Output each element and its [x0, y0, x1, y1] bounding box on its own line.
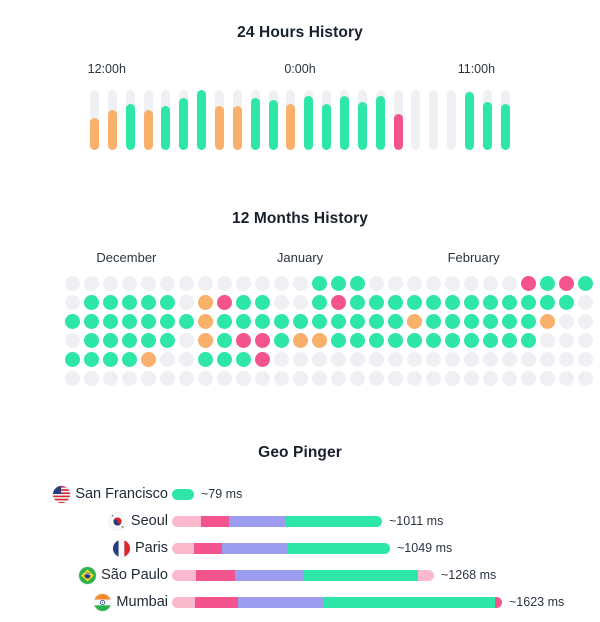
heatmap-dot[interactable] — [293, 371, 308, 386]
heatmap-dot[interactable] — [255, 333, 270, 348]
hour-bar[interactable] — [304, 90, 313, 162]
geo-row-name-cell — [0, 594, 172, 611]
heatmap-dot[interactable] — [65, 314, 80, 329]
heatmap-dot[interactable] — [103, 352, 118, 367]
24-hours-bar-chart — [90, 90, 510, 162]
hour-bar-fill — [161, 106, 170, 150]
geo-latency-segment — [194, 543, 222, 554]
geo-row-name-cell — [0, 486, 172, 503]
heatmap-dot[interactable] — [464, 295, 479, 310]
heatmap-dot[interactable] — [160, 314, 175, 329]
hour-bar-fill — [197, 90, 206, 150]
heatmap-dot[interactable] — [179, 276, 194, 291]
hour-bar[interactable] — [269, 90, 278, 162]
heatmap-dot[interactable] — [426, 276, 441, 291]
geo-latency-segment — [172, 570, 196, 581]
heatmap-dot[interactable] — [521, 276, 536, 291]
heatmap-dot[interactable] — [141, 333, 156, 348]
heatmap-dot[interactable] — [141, 371, 156, 386]
heatmap-dot[interactable] — [255, 352, 270, 367]
heatmap-dot[interactable] — [293, 314, 308, 329]
geo-row-name-cell — [0, 540, 172, 557]
heatmap-dot[interactable] — [65, 295, 80, 310]
geo-latency-value: ~1049 ms — [397, 541, 453, 555]
geo-city-label: Paris — [134, 540, 168, 556]
hours-axis-label: 12:00h — [87, 62, 126, 76]
heatmap-dot[interactable] — [217, 352, 232, 367]
geo-latency-segment — [238, 597, 324, 608]
heatmap-dot[interactable] — [122, 352, 137, 367]
heatmap-dot[interactable] — [65, 371, 80, 386]
heatmap-row — [65, 276, 535, 291]
hour-bar[interactable] — [465, 90, 474, 162]
geo-pinger-row[interactable] — [0, 565, 600, 585]
geo-latency-bar[interactable] — [172, 597, 502, 608]
heatmap-dot[interactable] — [331, 352, 346, 367]
geo-city-label: San Francisco — [75, 486, 168, 502]
heatmap-dot[interactable] — [540, 314, 555, 329]
heatmap-dot[interactable] — [103, 371, 118, 386]
heatmap-dot[interactable] — [540, 295, 555, 310]
geo-latency-segment — [495, 597, 502, 608]
geo-row-name-cell — [0, 567, 172, 584]
heatmap-dot[interactable] — [407, 352, 422, 367]
heatmap-dot[interactable] — [179, 295, 194, 310]
flag-icon-br — [79, 567, 96, 584]
heatmap-dot[interactable] — [160, 295, 175, 310]
heatmap-dot[interactable] — [198, 295, 213, 310]
heatmap-dot[interactable] — [274, 295, 289, 310]
heatmap-dot[interactable] — [540, 371, 555, 386]
hour-bar-fill — [340, 96, 349, 150]
heatmap-dot[interactable] — [578, 352, 593, 367]
heatmap-dot[interactable] — [426, 352, 441, 367]
heatmap-dot[interactable] — [141, 314, 156, 329]
hour-bar-fill — [322, 104, 331, 150]
heatmap-dot[interactable] — [369, 371, 384, 386]
heatmap-dot[interactable] — [312, 276, 327, 291]
heatmap-dot[interactable] — [331, 295, 346, 310]
heatmap-dot[interactable] — [122, 314, 137, 329]
heatmap-row — [65, 352, 535, 367]
heatmap-dot[interactable] — [464, 276, 479, 291]
heatmap-dot[interactable] — [369, 352, 384, 367]
heatmap-row — [65, 295, 535, 310]
heatmap-dot[interactable] — [160, 333, 175, 348]
geo-latency-bar[interactable] — [172, 543, 390, 554]
geo-pinger-row[interactable] — [0, 538, 600, 558]
heatmap-dot[interactable] — [464, 352, 479, 367]
heatmap-dot[interactable] — [445, 314, 460, 329]
heatmap-dot[interactable] — [103, 295, 118, 310]
heatmap-dot[interactable] — [407, 333, 422, 348]
geo-city-label: São Paulo — [101, 567, 168, 583]
geo-pinger-section — [0, 444, 600, 612]
flag-icon-in — [94, 594, 111, 611]
geo-latency-segment — [172, 516, 201, 527]
geo-latency-segment — [201, 516, 228, 527]
12-months-heatmap — [65, 276, 535, 386]
geo-bar-wrap — [172, 541, 600, 555]
heatmap-dot[interactable] — [445, 371, 460, 386]
flag-icon-kr — [109, 513, 126, 530]
hour-bar[interactable] — [197, 90, 206, 162]
heatmap-dot[interactable] — [483, 333, 498, 348]
hour-bar-track — [411, 90, 420, 150]
heatmap-dot[interactable] — [540, 276, 555, 291]
heatmap-dot[interactable] — [388, 333, 403, 348]
geo-latency-segment — [172, 597, 195, 608]
heatmap-dot[interactable] — [179, 314, 194, 329]
geo-pinger-title: Geo Pinger — [258, 444, 342, 461]
heatmap-dot[interactable] — [65, 352, 80, 367]
hour-bar[interactable] — [161, 90, 170, 162]
heatmap-dot[interactable] — [369, 314, 384, 329]
heatmap-dot[interactable] — [388, 371, 403, 386]
heatmap-dot[interactable] — [84, 276, 99, 291]
heatmap-dot[interactable] — [255, 276, 270, 291]
hour-bar-fill — [215, 106, 224, 150]
heatmap-dot[interactable] — [274, 352, 289, 367]
geo-pinger-list — [0, 484, 600, 612]
geo-latency-value: ~1011 ms — [389, 514, 444, 528]
hour-bar-fill — [90, 118, 99, 150]
heatmap-row — [65, 371, 535, 386]
heatmap-dot[interactable] — [483, 352, 498, 367]
heatmap-dot[interactable] — [426, 295, 441, 310]
heatmap-dot[interactable] — [141, 276, 156, 291]
heatmap-dot[interactable] — [445, 333, 460, 348]
heatmap-dot[interactable] — [464, 333, 479, 348]
heatmap-dot[interactable] — [331, 314, 346, 329]
geo-pinger-row[interactable] — [0, 592, 600, 612]
geo-city-label: Seoul — [130, 513, 168, 529]
heatmap-dot[interactable] — [426, 371, 441, 386]
heatmap-dot[interactable] — [103, 314, 118, 329]
heatmap-dot[interactable] — [388, 352, 403, 367]
heatmap-dot[interactable] — [236, 333, 251, 348]
heatmap-dot[interactable] — [274, 371, 289, 386]
hour-bar-track — [429, 90, 438, 150]
heatmap-dot[interactable] — [426, 333, 441, 348]
heatmap-dot[interactable] — [312, 333, 327, 348]
hour-bar[interactable] — [358, 90, 367, 162]
heatmap-dot[interactable] — [160, 352, 175, 367]
heatmap-dot[interactable] — [540, 352, 555, 367]
12-months-history-title: 12 Months History — [231, 210, 369, 227]
geo-latency-segment — [229, 516, 286, 527]
heatmap-dot[interactable] — [521, 352, 536, 367]
geo-latency-bar[interactable] — [172, 516, 382, 527]
flag-icon-us — [53, 486, 70, 503]
hours-axis-label: 0:00h — [284, 62, 316, 76]
hour-bar[interactable] — [251, 90, 260, 162]
heatmap-dot[interactable] — [293, 295, 308, 310]
heatmap-dot[interactable] — [236, 352, 251, 367]
heatmap-dot[interactable] — [445, 295, 460, 310]
heatmap-dot[interactable] — [84, 333, 99, 348]
geo-pinger-row[interactable] — [0, 484, 600, 504]
heatmap-dot[interactable] — [578, 314, 593, 329]
heatmap-dot[interactable] — [388, 314, 403, 329]
hour-bar-track — [447, 90, 456, 150]
heatmap-dot[interactable] — [426, 314, 441, 329]
heatmap-dot[interactable] — [521, 333, 536, 348]
geo-latency-value: ~1623 ms — [509, 595, 565, 609]
geo-latency-segment — [288, 543, 390, 554]
heatmap-dot[interactable] — [350, 352, 365, 367]
heatmap-dot[interactable] — [388, 276, 403, 291]
hour-bar-fill — [251, 98, 260, 150]
geo-latency-segment — [196, 570, 235, 581]
geo-latency-segment — [172, 543, 194, 554]
heatmap-dot[interactable] — [274, 314, 289, 329]
hour-bar[interactable] — [429, 90, 438, 162]
hour-bar-fill — [483, 102, 492, 150]
heatmap-dot[interactable] — [217, 333, 232, 348]
heatmap-dot[interactable] — [65, 276, 80, 291]
hour-bar[interactable] — [447, 90, 456, 162]
heatmap-dot[interactable] — [331, 276, 346, 291]
12-months-axis-labels — [20, 250, 580, 268]
heatmap-dot[interactable] — [578, 333, 593, 348]
heatmap-dot[interactable] — [578, 276, 593, 291]
heatmap-dot[interactable] — [84, 352, 99, 367]
hour-bar[interactable] — [340, 90, 349, 162]
heatmap-dot[interactable] — [350, 371, 365, 386]
heatmap-dot[interactable] — [274, 333, 289, 348]
heatmap-dot[interactable] — [483, 371, 498, 386]
heatmap-dot[interactable] — [350, 295, 365, 310]
heatmap-dot[interactable] — [464, 314, 479, 329]
hour-bar[interactable] — [483, 90, 492, 162]
heatmap-dot[interactable] — [540, 333, 555, 348]
heatmap-dot[interactable] — [559, 314, 574, 329]
heatmap-dot[interactable] — [407, 371, 422, 386]
hour-bar[interactable] — [179, 90, 188, 162]
heatmap-dot[interactable] — [578, 371, 593, 386]
hour-bar-fill — [376, 96, 385, 150]
heatmap-dot[interactable] — [255, 295, 270, 310]
hour-bar-fill — [126, 104, 135, 150]
geo-latency-bar[interactable] — [172, 489, 194, 500]
geo-latency-segment — [324, 597, 496, 608]
heatmap-dot[interactable] — [559, 371, 574, 386]
hour-bar-fill — [269, 100, 278, 150]
heatmap-dot[interactable] — [350, 314, 365, 329]
geo-latency-segment — [418, 570, 434, 581]
heatmap-dot[interactable] — [103, 276, 118, 291]
hour-bar[interactable] — [90, 90, 99, 162]
heatmap-dot[interactable] — [312, 314, 327, 329]
geo-latency-bar[interactable] — [172, 570, 434, 581]
heatmap-dot[interactable] — [141, 295, 156, 310]
heatmap-dot[interactable] — [84, 295, 99, 310]
heatmap-dot[interactable] — [407, 276, 422, 291]
hour-bar[interactable] — [215, 90, 224, 162]
heatmap-dot[interactable] — [521, 295, 536, 310]
heatmap-dot[interactable] — [312, 352, 327, 367]
heatmap-dot[interactable] — [559, 295, 574, 310]
heatmap-dot[interactable] — [122, 371, 137, 386]
months-axis-label: January — [276, 250, 324, 265]
flag-icon-fr — [113, 540, 130, 557]
heatmap-dot[interactable] — [122, 295, 137, 310]
heatmap-dot[interactable] — [65, 333, 80, 348]
24-hours-history-title: 24 Hours History — [237, 24, 363, 41]
months-axis-label: December — [96, 250, 157, 265]
heatmap-dot[interactable] — [312, 295, 327, 310]
heatmap-dot[interactable] — [217, 314, 232, 329]
hour-bar-fill — [304, 96, 313, 150]
heatmap-dot[interactable] — [198, 314, 213, 329]
geo-bar-wrap — [172, 514, 600, 528]
24-hours-axis-labels — [87, 62, 510, 78]
heatmap-dot[interactable] — [369, 276, 384, 291]
geo-latency-segment — [222, 543, 287, 554]
geo-bar-wrap — [172, 595, 600, 609]
heatmap-dot[interactable] — [236, 371, 251, 386]
heatmap-dot[interactable] — [350, 276, 365, 291]
heatmap-dot[interactable] — [198, 371, 213, 386]
heatmap-dot[interactable] — [312, 371, 327, 386]
geo-bar-wrap — [172, 487, 600, 501]
heatmap-dot[interactable] — [179, 352, 194, 367]
12-months-history-section — [0, 210, 600, 386]
geo-latency-segment — [285, 516, 382, 527]
heatmap-dot[interactable] — [217, 295, 232, 310]
heatmap-dot[interactable] — [369, 295, 384, 310]
geo-city-label: Mumbai — [116, 594, 168, 610]
heatmap-dot[interactable] — [293, 333, 308, 348]
heatmap-dot[interactable] — [502, 333, 517, 348]
heatmap-dot[interactable] — [179, 371, 194, 386]
heatmap-dot[interactable] — [502, 276, 517, 291]
heatmap-row — [65, 314, 535, 329]
heatmap-dot[interactable] — [103, 333, 118, 348]
heatmap-dot[interactable] — [483, 295, 498, 310]
hour-bar[interactable] — [411, 90, 420, 162]
heatmap-dot[interactable] — [369, 333, 384, 348]
heatmap-dot[interactable] — [255, 314, 270, 329]
heatmap-dot[interactable] — [350, 333, 365, 348]
hour-bar-fill — [233, 106, 242, 150]
24-hours-history-section — [0, 24, 600, 162]
heatmap-dot[interactable] — [122, 333, 137, 348]
geo-latency-value: ~1268 ms — [441, 568, 497, 582]
heatmap-dot[interactable] — [217, 276, 232, 291]
heatmap-dot[interactable] — [407, 314, 422, 329]
heatmap-dot[interactable] — [255, 371, 270, 386]
heatmap-dot[interactable] — [179, 333, 194, 348]
hour-bar-fill — [501, 104, 510, 150]
heatmap-dot[interactable] — [236, 295, 251, 310]
hours-axis-label: 11:00h — [457, 62, 496, 76]
hour-bar[interactable] — [376, 90, 385, 162]
heatmap-dot[interactable] — [331, 371, 346, 386]
geo-row-name-cell — [0, 513, 172, 530]
heatmap-dot[interactable] — [578, 295, 593, 310]
heatmap-dot[interactable] — [84, 314, 99, 329]
geo-bar-wrap — [172, 568, 600, 582]
geo-latency-segment — [172, 489, 194, 500]
geo-latency-segment — [195, 597, 238, 608]
heatmap-dot[interactable] — [160, 276, 175, 291]
hour-bar[interactable] — [501, 90, 510, 162]
heatmap-dot[interactable] — [559, 333, 574, 348]
hour-bar[interactable] — [108, 90, 117, 162]
heatmap-dot[interactable] — [483, 276, 498, 291]
hour-bar[interactable] — [126, 90, 135, 162]
heatmap-dot[interactable] — [236, 276, 251, 291]
heatmap-row — [65, 333, 535, 348]
hour-bar-fill — [394, 114, 403, 150]
hour-bar[interactable] — [233, 90, 242, 162]
heatmap-dot[interactable] — [502, 295, 517, 310]
heatmap-dot[interactable] — [84, 371, 99, 386]
heatmap-dot[interactable] — [559, 276, 574, 291]
heatmap-dot[interactable] — [483, 314, 498, 329]
hour-bar-fill — [358, 102, 367, 150]
hour-bar-fill — [465, 92, 474, 150]
heatmap-dot[interactable] — [293, 276, 308, 291]
heatmap-dot[interactable] — [217, 371, 232, 386]
heatmap-dot[interactable] — [198, 352, 213, 367]
heatmap-dot[interactable] — [407, 295, 422, 310]
heatmap-dot[interactable] — [445, 276, 460, 291]
hour-bar[interactable] — [286, 90, 295, 162]
heatmap-dot[interactable] — [274, 276, 289, 291]
months-axis-label: February — [447, 250, 500, 265]
heatmap-dot[interactable] — [521, 371, 536, 386]
geo-latency-value: ~79 ms — [201, 487, 243, 501]
heatmap-dot[interactable] — [502, 314, 517, 329]
hour-bar[interactable] — [394, 90, 403, 162]
heatmap-dot[interactable] — [198, 276, 213, 291]
heatmap-dot[interactable] — [388, 295, 403, 310]
geo-latency-segment — [235, 570, 303, 581]
heatmap-dot[interactable] — [141, 352, 156, 367]
hour-bar-fill — [108, 110, 117, 150]
heatmap-dot[interactable] — [293, 352, 308, 367]
heatmap-dot[interactable] — [502, 352, 517, 367]
heatmap-dot[interactable] — [198, 333, 213, 348]
heatmap-dot[interactable] — [464, 371, 479, 386]
hour-bar[interactable] — [322, 90, 331, 162]
heatmap-dot[interactable] — [502, 371, 517, 386]
heatmap-dot[interactable] — [160, 371, 175, 386]
hour-bar-fill — [179, 98, 188, 150]
heatmap-dot[interactable] — [559, 352, 574, 367]
hour-bar[interactable] — [144, 90, 153, 162]
hour-bar-fill — [286, 104, 295, 150]
hour-bar-fill — [144, 110, 153, 150]
heatmap-dot[interactable] — [521, 314, 536, 329]
geo-pinger-row[interactable] — [0, 511, 600, 531]
heatmap-dot[interactable] — [445, 352, 460, 367]
geo-latency-segment — [303, 570, 418, 581]
heatmap-dot[interactable] — [331, 333, 346, 348]
heatmap-dot[interactable] — [122, 276, 137, 291]
heatmap-dot[interactable] — [236, 314, 251, 329]
